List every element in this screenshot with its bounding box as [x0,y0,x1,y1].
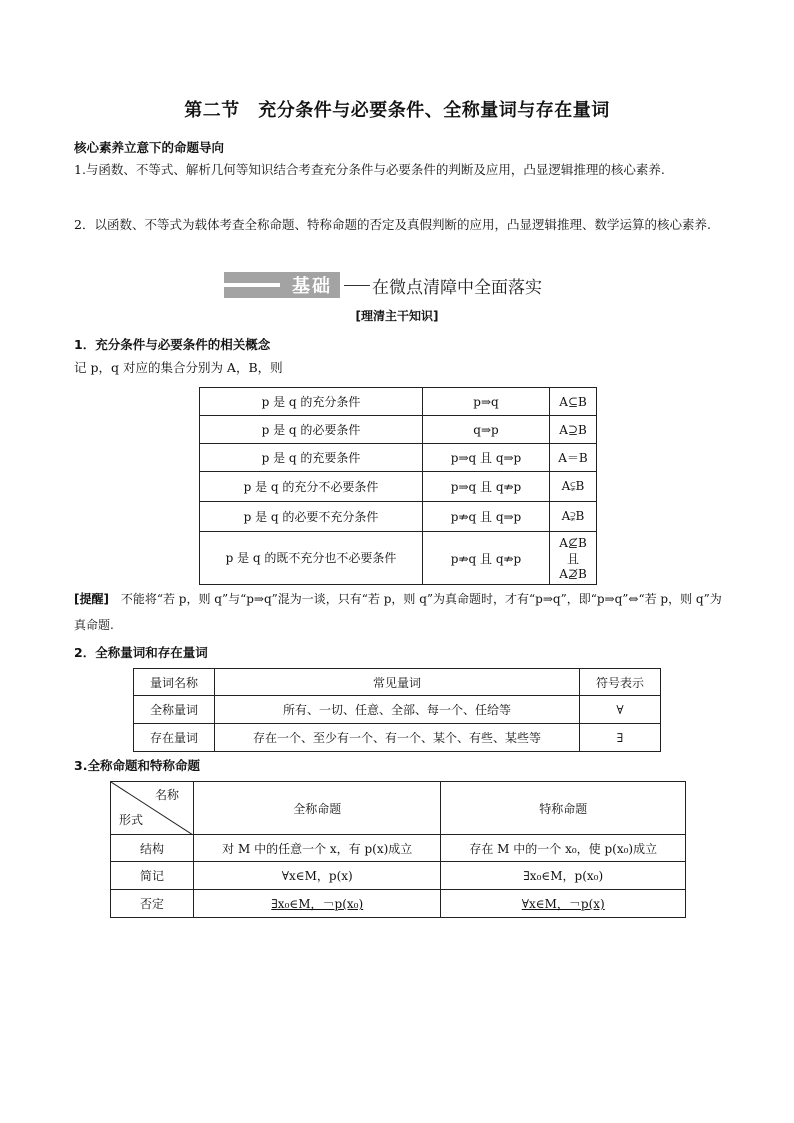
table-cell: q⇒p [423,416,550,444]
table-row [111,835,686,862]
table-row [200,388,597,416]
table-header-row [134,669,661,696]
table-row [134,696,661,724]
page-title: 第二节 充分条件与必要条件、全称量词与存在量词 [184,100,610,121]
table-cell: ∃x₀∈M，p(x₀) [441,862,686,890]
table-cell: p⇒q 且 q⇏p [423,472,550,502]
table-cell: p 是 q 的充分条件 [200,388,423,416]
row-label: 否定 [111,890,194,918]
tip-text: 不能将“若 p，则 q”与“p⇒q”混为一谈，只有“若 p，则 q”为真命题时，才有“p⇒q”，即“p⇒q”⇔“若 p，则 q”为真命题. [74,592,722,632]
s2-heading: 2．全称量词和存在量词 [74,645,208,660]
table-cell: 存在一个、至少有一个、有一个、某个、有些、某些等 [215,724,580,752]
table-row [111,890,686,918]
table-cell: p 是 q 的充分不必要条件 [200,472,423,502]
table-cell: p 是 q 的必要不充分条件 [200,502,423,532]
table-cell: p⇏q 且 q⇒p [423,502,550,532]
table-cell: 全称量词 [134,696,215,724]
table-cell: ∀x∈M，￢p(x) [441,890,686,918]
table-cell: 存在量词 [134,724,215,752]
table-row [134,724,661,752]
conditions-table [199,387,597,585]
s3-heading: 3.全称命题和特称命题 [74,758,200,773]
table-cell: A⊈B 且 A⊉B [550,532,597,585]
table-cell: A⫋B [550,472,597,502]
table-header-row [111,782,686,835]
section-banner [224,272,570,298]
table-cell: p⇏q 且 q⇏p [423,532,550,585]
table-header: 常见量词 [215,669,580,696]
banner-stripe [224,272,284,298]
table-cell: p⇒q [423,388,550,416]
table-cell: A⊇B [550,416,597,444]
proposition-table [110,781,686,918]
table-header: 量词名称 [134,669,215,696]
banner-text-wrap [340,272,570,298]
table-row [200,502,597,532]
table-cell: p 是 q 的充要条件 [200,444,423,472]
table-cell: ∃x₀∈M，￢p(x₀) [194,890,441,918]
core-point-2: 2．以函数、不等式为载体考查全称命题、特称命题的否定及真假判断的应用，凸显逻辑推理、数学运算的核心素养. [74,217,711,232]
table-header: 特称命题 [441,782,686,835]
table-row [111,862,686,890]
corner-bottom-label: 形式 [119,813,144,827]
corner-top-label: 名称 [154,788,179,802]
table-row [200,416,597,444]
table-cell: 存在 M 中的一个 x₀，使 p(x₀)成立 [441,835,686,862]
table-cell: p 是 q 的既不充分也不必要条件 [200,532,423,585]
table-row [200,472,597,502]
table-row [200,444,597,472]
tip-note [74,586,724,638]
table-cell: 对 M 中的任意一个 x，有 p(x)成立 [194,835,441,862]
table-cell: 所有、一切、任意、全部、每一个、任给等 [215,696,580,724]
s1-intro: 记 p，q 对应的集合分别为 A，B，则 [74,360,283,375]
table-row [200,532,597,585]
table-cell: ∃ [580,724,661,752]
s1-heading: 1．充分条件与必要条件的相关概念 [74,337,271,352]
banner-label: 基础 [284,272,340,298]
table-cell: A⫌B [550,502,597,532]
table-cell: ∀ [580,696,661,724]
table-cell: p 是 q 的必要条件 [200,416,423,444]
section-label: [理清主干知识] [355,309,439,323]
row-label: 结构 [111,835,194,862]
table-cell: ∀x∈M，p(x) [194,862,441,890]
table-cell: p⇒q 且 q⇒p [423,444,550,472]
tip-label: [提醒] [74,592,109,606]
table-header: 符号表示 [580,669,661,696]
core-heading: 核心素养立意下的命题导向 [74,140,225,155]
core-point-1: 1.与函数、不等式、解析几何等知识结合考查充分条件与必要条件的判断及应用，凸显逻辑推理的核心素养. [74,162,665,177]
banner-text: 在微点清障中全面落实 [372,277,542,298]
table-cell: A＝B [550,444,597,472]
table-cell: A⊆B [550,388,597,416]
banner-dash [344,285,370,286]
quantifier-table [133,668,661,752]
corner-cell [111,782,194,835]
table-header: 全称命题 [194,782,441,835]
row-label: 简记 [111,862,194,890]
